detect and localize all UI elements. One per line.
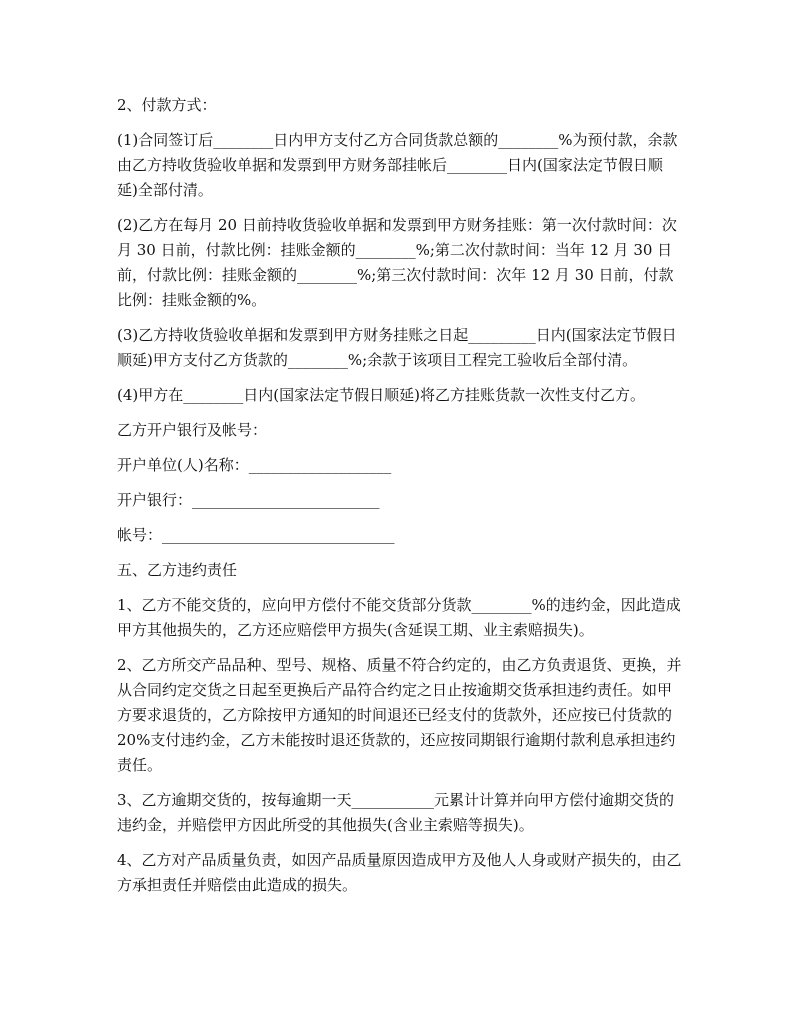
account-holder-name-line: 开户单位(人)名称：___________________ [117,456,392,474]
section-five-heading: 五、乙方违约责任 [117,561,238,579]
payment-clause-4: (4)甲方在________日内(国家法定节假日顺延)将乙方挂账货款一次性支付乙方。 [117,386,645,404]
liability-clause-2: 2、乙方所交产品品种、型号、规格、质量不符合约定的，由乙方负责退货、更换，并从合同约定交货之日起至更换后产品符合约定之日止按逾期交货承担违约责任。如甲方要求退货的，乙方除按甲方通知的时间退还已经支付的货款外，还应按已付货款的 20%支付违约金，乙方未能按时退还货款的，还应按同期银行逾期付款利息承担违约责任。 [117,656,682,774]
bank-account-heading: 乙方开户银行及帐号： [117,421,268,439]
liability-clause-4: 4、乙方对产品质量负责，如因产品质量原因造成甲方及他人人身或财产损失的，由乙方承担责任并赔偿由此造成的损失。 [117,851,682,894]
payment-clause-3: (3)乙方持收货验收单据和发票到甲方财务挂账之日起_________日内(国家法定节假日顺延)甲方支付乙方货款的________%;余款于该项目工程完工验收后全部付清。 [117,326,677,369]
bank-name-line: 开户银行：_________________________ [117,491,380,509]
payment-clause-1: (1)合同签订后________日内甲方支付乙方合同货款总额的________%为预付款，余款由乙方持收货验收单据和发票到甲方财务部挂帐后________日内(国家法定节假日顺延)全部付清。 [117,131,678,199]
payment-method-heading: 2、付款方式： [117,96,217,114]
document-page [117,93,683,908]
liability-clause-3: 3、乙方逾期交货的，按每逾期一天___________元累计计算并向甲方偿付逾期交货的违约金，并赔偿甲方因此所受的其他损失(含业主索赔等损失)。 [117,791,675,834]
account-number-line: 帐号：_______________________________ [117,526,395,544]
liability-clause-1: 1、乙方不能交货的，应向甲方偿付不能交货部分货款________%的违约金，因此造成甲方其他损失的，乙方还应赔偿甲方损失(含延误工期、业主索赔损失)。 [117,596,681,639]
payment-clause-2: (2)乙方在每月 20 日前持收货验收单据和发票到甲方财务挂账：第一次付款时间：次月 30 日前，付款比例：挂账金额的________%;第二次付款时间：当年 12 月 30 日前，付款比例：挂账金额的________%;第三次付款时间：次年 12 月 30 日前，付款比例：挂账金额的%。 [117,216,677,309]
